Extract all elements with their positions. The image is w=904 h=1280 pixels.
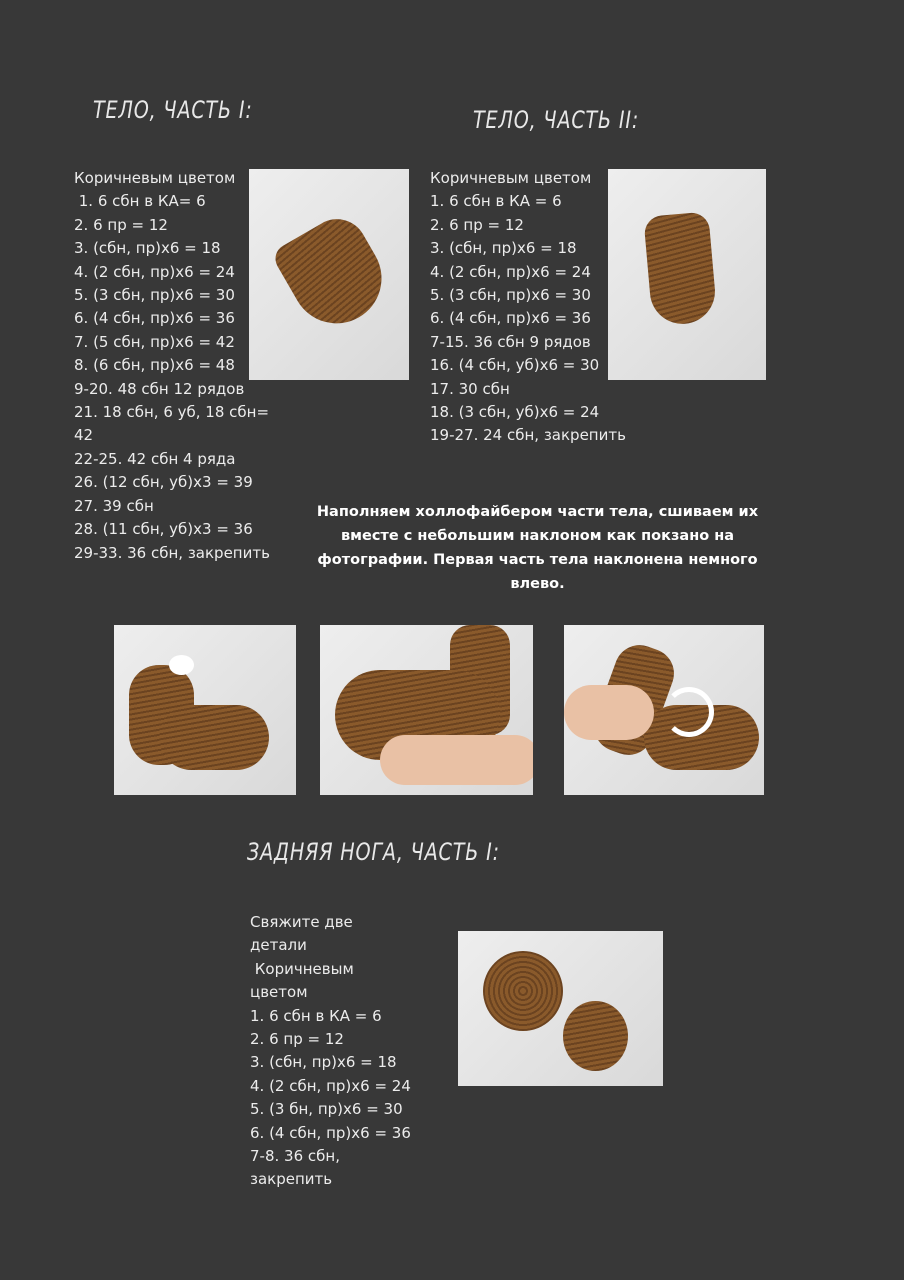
assembly-note: Наполняем холлофайбером части тела, сшиваем их вместе с небольшим наклоном как покзано на фотографии. Первая часть тела наклонена немного влево. <box>316 504 759 592</box>
instructions-hind-leg-part-1 <box>250 911 411 1192</box>
instruction-line: 1. 6 сбн в КА= 6 <box>74 192 206 211</box>
instruction-line: 4. (2 сбн, пр)х6 = 24 <box>250 1076 411 1095</box>
instruction-line: 6. (4 сбн, пр)х6 = 36 <box>430 309 591 328</box>
photo-body-part-1 <box>249 169 409 380</box>
instruction-line: 19-27. 24 сбн, закрепить <box>430 426 626 445</box>
photo-body-part-2 <box>608 169 766 380</box>
instruction-line: 5. (3 сбн, пр)х6 = 30 <box>430 286 591 305</box>
instruction-line: 28. (11 сбн, уб)х3 = 36 <box>74 520 253 539</box>
instructions-body-part-2 <box>430 167 626 448</box>
instruction-line: 7. (5 сбн, пр)х6 = 42 <box>74 332 235 351</box>
instruction-line: 26. (12 сбн, уб)х3 = 39 <box>74 473 253 492</box>
instruction-line: цветом <box>250 983 308 1002</box>
instruction-line: 7-8. 36 сбн, <box>250 1147 340 1166</box>
instruction-line: 18. (3 сбн, уб)х6 = 24 <box>430 403 600 422</box>
instruction-line: 2. 6 пр = 12 <box>250 1030 344 1049</box>
instruction-line: 7-15. 36 сбн 9 рядов <box>430 332 591 351</box>
instruction-line: 9-20. 48 сбн 12 рядов <box>74 379 245 398</box>
section-title-body-part-1: ТЕЛО, ЧАСТЬ I: <box>93 96 253 124</box>
instruction-line: 16. (4 сбн, уб)х6 = 30 <box>430 356 600 375</box>
instruction-line: 5. (3 сбн, пр)х6 = 30 <box>74 286 235 305</box>
instruction-line: 6. (4 сбн, пр)х6 = 36 <box>250 1123 411 1142</box>
instruction-line: 3. (сбн, пр)х6 = 18 <box>250 1053 397 1072</box>
instruction-line: 2. 6 пр = 12 <box>74 215 168 234</box>
instruction-line: 21. 18 сбн, 6 уб, 18 сбн= <box>74 403 270 422</box>
instruction-line: Коричневым <box>250 959 354 978</box>
instruction-line: 4. (2 сбн, пр)х6 = 24 <box>74 262 235 281</box>
instruction-line: Коричневым цветом <box>74 169 236 187</box>
section-title-body-part-2: ТЕЛО, ЧАСТЬ II: <box>473 106 640 134</box>
instruction-line: 1. 6 сбн в КА = 6 <box>250 1006 382 1025</box>
instruction-line: 27. 39 сбн <box>74 496 154 515</box>
photo-assembly-3 <box>564 625 764 795</box>
instruction-line: 5. (3 бн, пр)х6 = 30 <box>250 1100 403 1119</box>
instruction-line: 1. 6 сбн в КА = 6 <box>430 192 562 211</box>
instruction-line: Коричневым цветом <box>430 169 592 187</box>
instruction-line: 3. (сбн, пр)х6 = 18 <box>74 239 221 258</box>
instruction-line: 4. (2 сбн, пр)х6 = 24 <box>430 262 591 281</box>
photo-assembly-2 <box>320 625 533 795</box>
rotate-arrow-icon <box>664 687 714 737</box>
instructions-body-part-1 <box>74 167 270 565</box>
instruction-line: 22-25. 42 сбн 4 ряда <box>74 449 236 468</box>
instruction-line: 2. 6 пр = 12 <box>430 215 524 234</box>
instruction-line: 42 <box>74 426 94 445</box>
instruction-line: 8. (6 сбн, пр)х6 = 48 <box>74 356 235 375</box>
instruction-line: 3. (сбн, пр)х6 = 18 <box>430 239 577 258</box>
instruction-line: Свяжите две <box>250 913 353 931</box>
instruction-line: 29-33. 36 сбн, закрепить <box>74 543 270 562</box>
photo-hind-leg-parts <box>458 931 663 1086</box>
section-title-hind-leg-part-1: ЗАДНЯЯ НОГА, ЧАСТЬ I: <box>247 838 500 866</box>
instruction-line: детали <box>250 936 307 955</box>
instruction-line: 17. 30 сбн <box>430 379 510 398</box>
instruction-line: закрепить <box>250 1170 333 1189</box>
photo-assembly-1 <box>114 625 296 795</box>
instruction-line: 6. (4 сбн, пр)х6 = 36 <box>74 309 235 328</box>
